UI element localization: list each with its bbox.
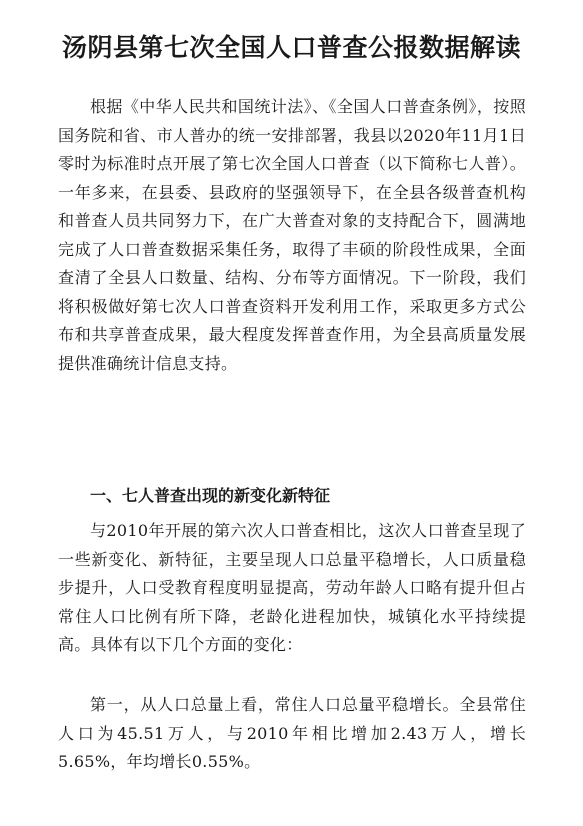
document-title: 汤阴县第七次全国人口普查公报数据解读 <box>61 33 521 62</box>
section-heading: 一、七人普查出现的新变化新特征 <box>90 486 331 505</box>
population-total-paragraph: 第一，从人口总量上看，常住人口总量平稳增长。全县常住人口为45.51万人，与2010年相比增加2.43万人，增长5.65%，年均增长0.55%。 <box>58 695 526 771</box>
intro-paragraph: 根据《中华人民共和国统计法》、《全国人口普查条例》，按照国务院和省、市人普办的统一安排部署，我县以2020年11月1日零时为标准时点开展了第七次全国人口普查（以下简称七人普）。一年多来，在县委、县政府的坚强领导下，在全县各级普查机构和普查人员共同努力下，在广大普查对象的支持配合下，圆满地完成了人口普查数据采集任务，取得了丰硕的阶段性成果，全面查清了全县人口数量、结构、分布等方面情况。下一阶段，我们将积极做好第七次人口普查资料开发利用工作，采取更多方式公布和共享普查成果，最大程度发挥普查作用，为全县高质量发展提供准确统计信息支持。 <box>58 97 526 373</box>
section-intro-paragraph: 与2010年开展的第六次人口普查相比，这次人口普查呈现了一些新变化、新特征，主要呈现人口总量平稳增长，人口质量稳步提升，人口受教育程度明显提高，劳动年龄人口略有提升但占常住人口比例有所下降，老龄化进程加快，城镇化水平持续提高。具体有以下几个方面的变化： <box>58 521 526 654</box>
